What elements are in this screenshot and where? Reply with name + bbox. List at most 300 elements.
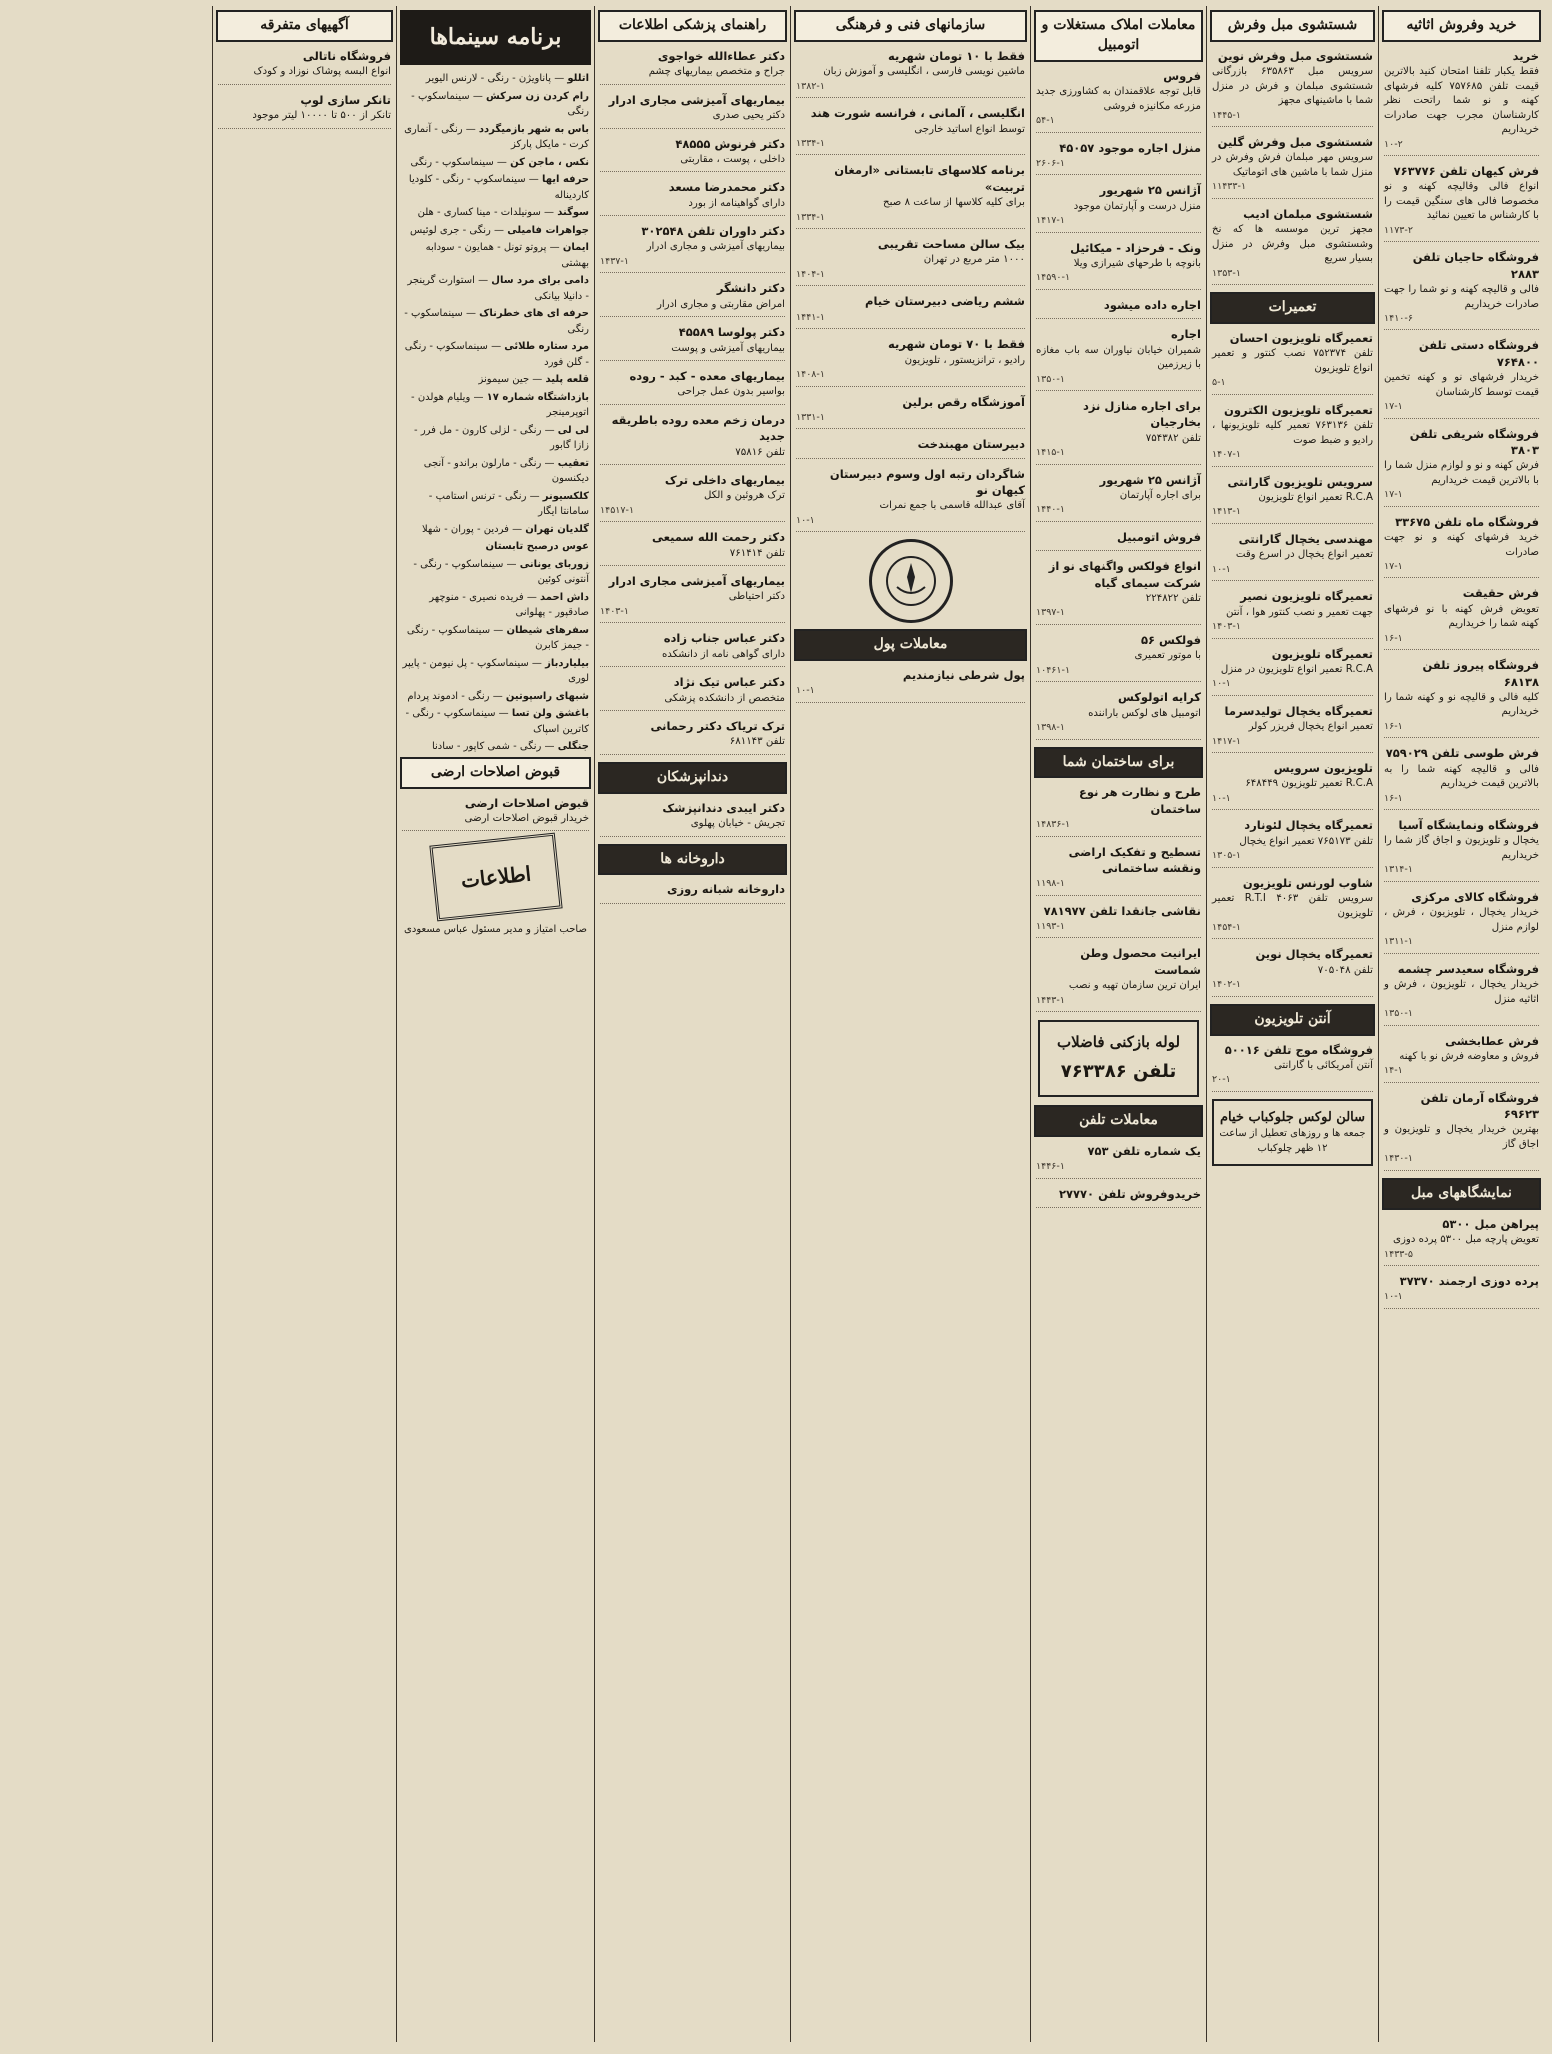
classified-ad	[600, 136, 785, 173]
cinema-listing	[402, 273, 589, 304]
stamp-text: اطلاعات	[459, 861, 532, 893]
cinema-listing	[402, 656, 589, 687]
classified-ad	[796, 466, 1025, 533]
ad-code: ۱۴-۱	[1384, 1065, 1403, 1077]
classified-ad	[218, 48, 391, 85]
ad-code: ۱۰-۱	[1384, 1291, 1403, 1303]
classified-ad	[1384, 1090, 1539, 1171]
ad-text: انواع فالی وقالیچه کهنه و نو مخصوصا فالی های سنگین قیمت را با کارشناس ما تعیین نمائید	[1384, 181, 1539, 222]
ad-text: بواسیر بدون عمل جراحی	[677, 386, 785, 398]
ad-title: انگلیسی ، آلمانی ، فرانسه شورت هند	[810, 106, 1025, 121]
classified-ad	[796, 48, 1025, 98]
section-header-phone-deals: معاملات تلفن	[1034, 1105, 1203, 1137]
section-header: معاملات املاک مستغلات و اتومبیل	[1034, 10, 1203, 62]
classified-ad	[1212, 206, 1373, 285]
ad-text: تلفن ۲۲۴۸۲۲	[1145, 592, 1201, 604]
classified-ad	[600, 718, 785, 755]
cinema-listing	[402, 539, 589, 555]
separator: —	[541, 457, 558, 469]
ad-title: فروشگاه کالای مرکزی	[1411, 889, 1539, 904]
film-details: فردین - پوران - شهلا	[421, 523, 509, 535]
ad-title: دکتر رحمت الله سمیعی	[651, 530, 785, 545]
ad-title: بیک سالن مساحت تقریبی	[877, 237, 1025, 252]
ad-title: تلویزیون سرویس	[1273, 761, 1373, 776]
classified-ad	[1212, 330, 1373, 395]
film-title: شبهای راسپوتین	[505, 690, 589, 702]
ad-text: جراح و متخصص بیماریهای چشم	[648, 66, 785, 78]
ad-code: ۵۴-۱	[1036, 115, 1055, 127]
cinema-listing	[402, 155, 589, 171]
ad-code: ۱۴۵۱۷-۱	[600, 504, 635, 516]
ad-title: شستشوی مبل وفرش گلین	[1217, 135, 1373, 150]
ad-code: ۱۰-۱	[796, 685, 815, 697]
frame-phone: تلفن ۷۶۳۳۸۶	[1060, 1061, 1177, 1083]
section-header-money-deals: معاملات پول	[794, 629, 1027, 661]
ad-list	[1384, 1216, 1539, 1309]
cinema-listing	[402, 623, 589, 654]
publisher-footer: صاحب امتیاز و مدیر مسئول عباس مسعودی	[404, 924, 587, 936]
ad-text: برای کلیه کلاسها از ساعت ۸ صبح	[883, 197, 1025, 209]
ad-code: ۱۴۱۵-۱	[1036, 447, 1065, 459]
ad-code: ۱۱۹۳-۱	[1036, 921, 1065, 932]
ad-text: بیماریهای آمیزشی و پوست	[671, 342, 785, 354]
ad-text: بیماریهای آمیزشی و مجاری ادرار	[646, 241, 785, 253]
ad-title: دکتر عباس تیک نژاد	[673, 675, 785, 690]
film-details: پروتو تونل - همایون - سودابه بهشتی	[425, 242, 589, 269]
separator: —	[490, 224, 508, 236]
film-title: لی لی	[557, 424, 589, 436]
cinema-listing	[402, 423, 589, 454]
classified-ad	[1212, 875, 1373, 940]
cinema-listing	[402, 339, 589, 370]
ad-title: بیماریهای معده - کبد - روده	[629, 369, 785, 384]
column-carpet-cleaning	[1206, 6, 1378, 2042]
ad-title: فروشگاه حاجیان تلفن ۲۸۸۳	[1412, 250, 1539, 281]
ad-code: ۱۳۳۴-۱	[796, 137, 825, 149]
separator: —	[508, 523, 526, 535]
ad-text: فالی و قالیچه کهنه و نو شما را جهت صادرات خریداریم	[1384, 284, 1539, 310]
classified-ad	[1036, 903, 1201, 939]
ad-list	[402, 795, 589, 832]
ad-title: بیماریهای آمیزشی مجاری ادرار	[608, 574, 785, 589]
ad-list	[1212, 330, 1373, 997]
separator: —	[487, 341, 505, 353]
newspaper-logo-stamp	[429, 833, 562, 922]
ad-text: خرید فرشهای کهنه و نو جهت صادرات	[1384, 532, 1539, 558]
classified-ad	[600, 48, 785, 85]
ad-text: سرویس مهر مبلمان فرش وفرش در منزل شما با ماشین های اتوماتیک	[1212, 152, 1373, 178]
classified-ad	[600, 223, 785, 273]
film-details: فریده نصیری - منوچهر صادقپور - پهلوانی	[429, 591, 589, 619]
classified-ad	[600, 412, 785, 465]
ad-list	[600, 881, 785, 903]
classified-ad	[1036, 240, 1201, 290]
classified-ad	[1036, 844, 1201, 896]
ad-text: توسط انواع اساتید خارجی	[914, 123, 1025, 135]
ad-title: برای اجاره منازل نزد بخارجیان	[1082, 399, 1201, 430]
film-details: سینماسکوپ - رنگی - کلودیا کاردیناله	[408, 174, 589, 201]
film-title: عوس درصبح تابستان	[485, 541, 589, 553]
film-details: سینماسکوپ - رنگی - جیمز کابرن	[406, 624, 589, 652]
ad-text: تلفن ۷۰۵۰۴۸	[1317, 964, 1373, 976]
ad-text: دارای گواهی نامه از دانشکده	[661, 648, 785, 660]
ad-title: دکتر عطاءالله خواجوی	[657, 48, 785, 63]
separator: —	[540, 207, 558, 219]
separator: —	[489, 690, 506, 702]
classified-ad	[796, 293, 1025, 329]
ad-text: ترک هروئین و الکل	[703, 490, 785, 502]
classified-ad	[600, 92, 785, 129]
section-header-repairs: تعمیرات	[1210, 292, 1375, 324]
ad-text: خریدار قبوض اصلاحات ارضی	[464, 812, 589, 824]
classified-ad	[1036, 945, 1201, 1012]
ad-text: R.C.A تعمیر انواع تلویزیون در منزل	[1220, 663, 1373, 675]
ad-text: ایران ترین سازمان تهیه و نصب	[1068, 980, 1201, 992]
separator: —	[526, 490, 543, 502]
ad-text: سرویس مبل ۶۳۵۸۶۳ بازرگانی شستشوی مبلمان و فرش در منزل شما با ماشینهای مجهز	[1212, 66, 1373, 107]
ad-title: بیماریهای آمیزشی مجاری ادرار	[608, 92, 785, 107]
ad-code: ۱۴۱۷-۱	[1212, 735, 1241, 747]
classified-ad	[1212, 1042, 1373, 1092]
ad-code: ۱۰-۱	[1212, 792, 1231, 804]
classified-ad	[1384, 745, 1539, 810]
classified-ad	[1212, 703, 1373, 753]
separator: —	[541, 741, 558, 753]
film-details: رنگی - لزلی کارون - مل فرر - زازا گابور	[414, 424, 589, 452]
classified-ad	[600, 280, 785, 317]
plumbing-ad-frame	[1038, 1020, 1199, 1097]
ad-text: تلفن ۷۶۵۱۷۳ تعمیر انواع یخچال	[1239, 835, 1373, 847]
column-medical-guide	[594, 6, 790, 2042]
separator: —	[503, 558, 520, 570]
classified-ad	[1384, 514, 1539, 579]
classified-ad	[796, 105, 1025, 155]
ad-title: خریدوفروش تلفن ۲۷۷۷۰	[1058, 1186, 1201, 1201]
box-text: جمعه ها و روزهای تعطیل از ساعت ۱۲ ظهر چلوکباب	[1219, 1128, 1366, 1154]
ad-code: ۱۴۱۷-۱	[1036, 215, 1065, 227]
column-buy-sell-furniture	[1378, 6, 1544, 2042]
section-header-furniture-showroom: نمایشگاههای مبل	[1382, 1178, 1541, 1210]
school-emblem-icon	[869, 539, 953, 623]
ad-text: آنتن آمریکائی با گارانتی	[1273, 1059, 1373, 1071]
classified-ad	[600, 324, 785, 361]
column-misc	[212, 6, 396, 2042]
column-empty	[8, 6, 212, 2042]
column-real-estate	[1030, 6, 1206, 2042]
ad-code: ۱۶-۱	[1384, 792, 1403, 804]
film-title: جواهرات فامیلی	[507, 224, 589, 236]
section-header-pharmacies: داروخانه ها	[598, 844, 787, 876]
ad-title: فروشگاه ناتالی	[302, 48, 391, 63]
ad-text: منزل درست و آپارتمان موجود	[1073, 200, 1201, 212]
ad-title: تعمیرگاه تلویزیون احسان	[1229, 331, 1373, 346]
film-title: سفرهای شیطان	[506, 624, 589, 636]
ad-text: سرویس تلفن ۴۰۶۳ R.T.I تعمیر تلویزیون	[1212, 893, 1373, 919]
ad-title: پیراهن مبل ۵۳۰۰	[1442, 1216, 1539, 1231]
classified-ad	[1036, 140, 1201, 176]
ad-code: ۱۷-۱	[1384, 489, 1403, 501]
ad-code: ۱۴۳۳-۵	[1384, 1248, 1413, 1260]
film-title: باس به شهر بازمیگردد	[478, 123, 589, 135]
film-details: سینماسکوپ - پل نیومن - پایپر لوری	[402, 657, 589, 685]
classified-ad	[1212, 474, 1373, 524]
film-details: سینماسکوپ - رنگی - گلن فورد	[404, 341, 589, 368]
ad-code: ۱۷-۱	[1384, 401, 1403, 413]
ad-code: ۱۰-۲	[1384, 138, 1403, 150]
cinema-listing	[402, 205, 589, 221]
classified-ad	[1384, 889, 1539, 954]
ad-title: نقاشی جانقدا تلفن ۷۸۱۹۷۷	[1043, 903, 1201, 918]
film-title: نکس ، ماجن کن	[510, 156, 589, 168]
ad-title: برنامه کلاسهای تابستانی «ارمغان تربیت»	[834, 163, 1025, 194]
restaurant-ad-box	[1212, 1099, 1373, 1166]
ad-code: ۱۱۴۳۳-۱	[1212, 181, 1247, 193]
ad-title: ایرانیت محصول وطن شماست	[1080, 946, 1201, 977]
section-header-cinema: برنامه سینماها	[400, 10, 591, 65]
section-header: خرید وفروش اثاثیه	[1382, 10, 1541, 42]
separator: —	[551, 73, 568, 85]
classified-ad	[1212, 48, 1373, 127]
film-title: کلکسیونر	[542, 490, 589, 502]
classified-ad	[1384, 426, 1539, 507]
classified-ad	[1036, 472, 1201, 522]
ad-title: فروشگاه ونمایشگاه آسیا	[1398, 818, 1539, 833]
ad-title: یک شماره تلفن ۷۵۳	[1087, 1143, 1201, 1158]
film-title: داش احمد	[540, 591, 589, 603]
classified-ad	[1036, 1186, 1201, 1208]
ad-code: ۱۴۳۷-۱	[600, 255, 629, 267]
section-header: آگهیهای متفرقه	[216, 10, 393, 42]
ad-title: فروشگاه دستی تلفن ۷۶۴۸۰۰	[1418, 338, 1539, 369]
ad-title: فروش اتومبیل	[1117, 529, 1201, 544]
section-header: سازمانهای فنی و فرهنگی	[794, 10, 1027, 42]
ad-title: تعمیرگاه تلویزیون نصیر	[1240, 589, 1373, 604]
ad-text: بهترین خریدار یخچال و تلویزیون و اجاق گاز	[1384, 1124, 1539, 1150]
film-details: رنگی - ترنس استامپ - سامانتا ایگار	[428, 490, 589, 518]
section-header-construction: برای ساختمان شما	[1034, 747, 1203, 779]
ad-text: جهت تعمیر و نصب کنتور هوا ، آنتن	[1225, 606, 1373, 618]
ad-title: داروخانه شبانه روزی	[666, 882, 785, 897]
classified-ad	[1384, 1216, 1539, 1266]
ad-text: با موتور تعمیری	[1134, 650, 1201, 662]
film-details: سینماسکوپ - رنگی - کاترین اسپاک	[405, 708, 589, 735]
section-header-tv-antenna: آنتن تلویزیون	[1210, 1004, 1375, 1036]
ad-code: ۱۴۵۴-۱	[1212, 922, 1241, 933]
ad-text: تجریش - خیابان پهلوی	[690, 818, 785, 830]
classified-ad	[1036, 632, 1201, 682]
classified-ad	[1036, 68, 1201, 133]
ad-title: دکتر محمدرضا مسعد	[668, 180, 785, 195]
ad-text: فرش کهنه و نو و لوازم منزل شما را با بالاترین قیمت خریداریم	[1384, 460, 1539, 486]
ad-title: درمان زخم معده روده باطریقه جدید	[611, 412, 785, 444]
ad-title: فروشگاه سعیدسر چشمه	[1397, 961, 1539, 976]
cinema-listing	[402, 390, 589, 421]
ad-text: دکتر یحیی صدری	[712, 110, 785, 122]
ad-title: تعمیرگاه تلویزیون الکترون	[1224, 402, 1373, 417]
ad-title: تسطیح و تفکیک اراضی ونقشه ساختمانی	[1068, 844, 1201, 875]
ad-code: ۱۳۰۵-۱	[1212, 850, 1241, 862]
ad-title: دکتر ایبدی دندانپزشک	[662, 800, 785, 815]
ad-title: طرح و نظارت هر نوع ساختمان	[1079, 785, 1201, 816]
classified-ad	[796, 162, 1025, 229]
classified-ad	[402, 795, 589, 832]
classified-ad	[600, 529, 785, 566]
separator: —	[546, 242, 563, 254]
ad-text: رادیو ، ترانزیستور ، تلویزیون	[904, 354, 1025, 366]
ad-text: تلفن ۷۶۳۱۳۶ تعمیر کلیه تلویزیونها ، رادیو و ضبط صوت	[1212, 420, 1373, 446]
cinema-listing	[402, 689, 589, 705]
ad-title: آژانس ۲۵ شهریور	[1099, 472, 1201, 487]
classified-ad	[796, 436, 1025, 458]
ad-list	[218, 48, 391, 129]
ad-title: شاگردان رتبه اول وسوم دبیرستان کیهان نو	[829, 466, 1025, 497]
ad-code: ۱۴۰۲-۱	[1212, 979, 1241, 991]
ad-title: دکتر عباس جناب زاده	[663, 631, 785, 646]
classified-ad	[600, 472, 785, 522]
ad-title: شستشوی مبلمان ادیب	[1243, 206, 1373, 221]
ad-title: قبوض اصلاحات ارضی	[464, 795, 589, 810]
classified-ad	[1384, 337, 1539, 418]
classified-ad	[1036, 326, 1201, 391]
separator: —	[462, 308, 480, 320]
film-details: جین سیمونز	[478, 374, 530, 386]
classified-ad	[1036, 1143, 1201, 1179]
ad-list	[796, 667, 1025, 703]
film-details: استوارت گرینجر - دانیلا بیانکی	[407, 275, 589, 302]
ad-text: دکتر احتیاطی	[728, 591, 785, 603]
ad-code: ۱۳۱۱-۱	[1384, 936, 1413, 948]
ad-text: اتومبیل های لوکس باراننده	[1088, 707, 1201, 719]
classified-ad	[600, 674, 785, 711]
ad-title: دکتر داوران تلفن ۳۰۲۵۴۸	[641, 224, 785, 239]
ad-list	[1036, 68, 1201, 740]
ad-title: فروس	[1163, 68, 1201, 83]
classified-ad	[1384, 1273, 1539, 1309]
ad-title: انواع فولکس واگنهای نو از شرکت سیمای گیاه	[1048, 559, 1201, 590]
ad-code: ۱۴۰۴-۱	[796, 268, 825, 280]
separator: —	[493, 156, 511, 168]
ad-list	[1212, 48, 1373, 285]
ad-text: تلفن ۶۸۱۱۴۳	[729, 736, 785, 748]
film-title: حرفه ای های خطرناک	[479, 308, 589, 320]
ad-title: خرید	[1512, 48, 1539, 63]
ad-code: ۲۰-۱	[1212, 1074, 1231, 1086]
ad-title: شاوب لورنس تلویزیون	[1242, 875, 1373, 890]
film-title: بازداشتگاه شماره ۱۷	[486, 391, 589, 403]
column-cinema-program	[396, 6, 594, 2042]
box-title: سالن لوکس جلوکباب خیام	[1219, 1109, 1366, 1125]
classified-ad	[600, 800, 785, 837]
cinema-listing	[402, 172, 589, 203]
film-title: رام کردن زن سرکش	[486, 90, 589, 102]
film-title: اتللو	[567, 73, 589, 85]
ad-text: تعویض فرش کهنه با نو فرشهای کهنه شما را خریداریم	[1384, 603, 1539, 630]
film-title: گلدیان تهران	[525, 523, 589, 535]
classified-ad	[796, 394, 1025, 430]
classified-ad	[1384, 585, 1539, 650]
ad-text: فالی و قالیچه کهنه شما را به بالاترین قیمت خریداریم	[1384, 763, 1539, 790]
ad-text: خریدار یخچال ، تلویزیون ، فرش و اثاثیه منزل	[1384, 979, 1539, 1005]
section-header-land-reform: قبوض اصلاحات ارضی	[400, 757, 591, 789]
ad-title: تعمیرگاه یخچال لئونارد	[1244, 818, 1373, 833]
ad-text: آقای عبدالله قاسمی با جمع نمرات	[879, 500, 1025, 512]
ad-code: ۱۴۴۶-۱	[1036, 1161, 1065, 1173]
cinema-listing	[402, 372, 589, 388]
ad-text: قابل توجه علاقمندان به کشاورزی جدید مزرعه مکانیزه فروشی	[1036, 86, 1201, 112]
ad-title: فروشگاه شریفی تلفن ۳۸۰۳	[1409, 426, 1539, 457]
ad-code: ۱۶-۱	[1384, 720, 1403, 732]
ad-text: تلفن ۷۵۸۱۶	[735, 446, 785, 458]
ad-text: بانوچه با طرحهای شیرازی ویلا	[1073, 257, 1201, 269]
ad-title: فقط با ۱۰ تومان شهریه	[888, 48, 1025, 63]
ad-list	[1212, 1042, 1373, 1092]
separator: —	[469, 90, 487, 102]
film-title: بیلیاردباز	[545, 657, 589, 669]
ad-code: ۱۴۴۰-۱	[1036, 504, 1065, 516]
ad-code: ۱۳۵۰-۱	[1036, 373, 1065, 385]
ad-title: تعمیرگاه تلویزیون	[1271, 646, 1373, 661]
classified-ad	[1384, 48, 1539, 156]
ad-list	[796, 48, 1025, 532]
ad-code: ۱۶-۱	[1384, 632, 1403, 644]
ad-list	[1036, 784, 1201, 1012]
cinema-listing	[402, 223, 589, 239]
ad-code: ۱۱۹۸-۱	[1036, 878, 1065, 890]
cinema-listing	[402, 89, 589, 120]
ad-title: پول شرطی نیازمندیم	[902, 668, 1025, 683]
ad-code: ۱۴۴۵-۱	[1212, 109, 1241, 121]
ad-title: منزل اجاره موجود ۴۵۰۵۷	[1059, 140, 1201, 155]
classified-ad	[1036, 689, 1201, 739]
ad-text: ۱۰۰۰ متر مربع در تهران	[923, 254, 1025, 266]
classified-ad	[218, 92, 391, 129]
ad-title: مهندسی یخچال گارانتی	[1238, 531, 1373, 546]
ad-code: ۱۳۱۴-۱	[1384, 864, 1413, 876]
ad-text: فقط یکبار تلفنا امتحان کنید بالاترین قیمت تلفن ۷۵۷۶۸۵ کلیه فرشهای کهنه و نو شما راتحت نظر کارشناسان مجرب جهت صادرات خریداریم	[1384, 66, 1539, 136]
ad-code: ۱۴۱۳-۱	[1212, 506, 1241, 518]
classified-ad	[1036, 398, 1201, 465]
cinema-listing	[402, 240, 589, 271]
film-details: رنگی - مارلون براندو - آنجی دیکنسون	[423, 457, 589, 485]
ad-title: دکتر دانشگر	[716, 281, 785, 296]
film-title: دامی برای مرد سال	[491, 275, 589, 287]
classified-ad	[1212, 588, 1373, 638]
film-title: قلعه پلید	[545, 374, 589, 386]
ad-code: ۱۳۵۰-۱	[1384, 1008, 1413, 1020]
separator: —	[474, 275, 492, 287]
ad-code: ۱۱۷۳-۲	[1384, 224, 1413, 236]
ad-title: ششم ریاضی دبیرستان خیام	[865, 294, 1025, 309]
film-title: سوگند	[557, 207, 589, 219]
classified-ad	[796, 336, 1025, 386]
ad-code: ۱۷-۱	[1384, 561, 1403, 572]
ad-code: ۱۴۱۰-۶	[1384, 313, 1413, 324]
cinema-listing	[402, 522, 589, 538]
column-technical-cultural	[790, 6, 1030, 2042]
film-title: ایمان	[562, 242, 589, 254]
ad-code: ۱۳۳۱-۱	[796, 411, 825, 423]
ad-text: تلفن ۷۵۴۳۸۲	[1145, 432, 1201, 444]
ad-code: ۱۰-۱	[796, 514, 815, 526]
ad-title: ونک - فرحزاد - میکائیل	[1070, 240, 1201, 255]
ad-code: ۱۳۹۷-۱	[1036, 607, 1065, 619]
cinema-listing	[402, 489, 589, 520]
section-header-dentists: دندانپزشکان	[598, 762, 787, 794]
ad-title: فرش طوسی تلفن ۷۵۹۰۲۹	[1385, 746, 1539, 761]
ad-code: ۱۴۰۷-۱	[1212, 449, 1241, 461]
ad-title: فروشگاه پیروز تلفن ۶۸۱۳۸	[1422, 658, 1539, 689]
ad-text: امراض مقاربتی و مجاری ادرار	[656, 298, 785, 310]
